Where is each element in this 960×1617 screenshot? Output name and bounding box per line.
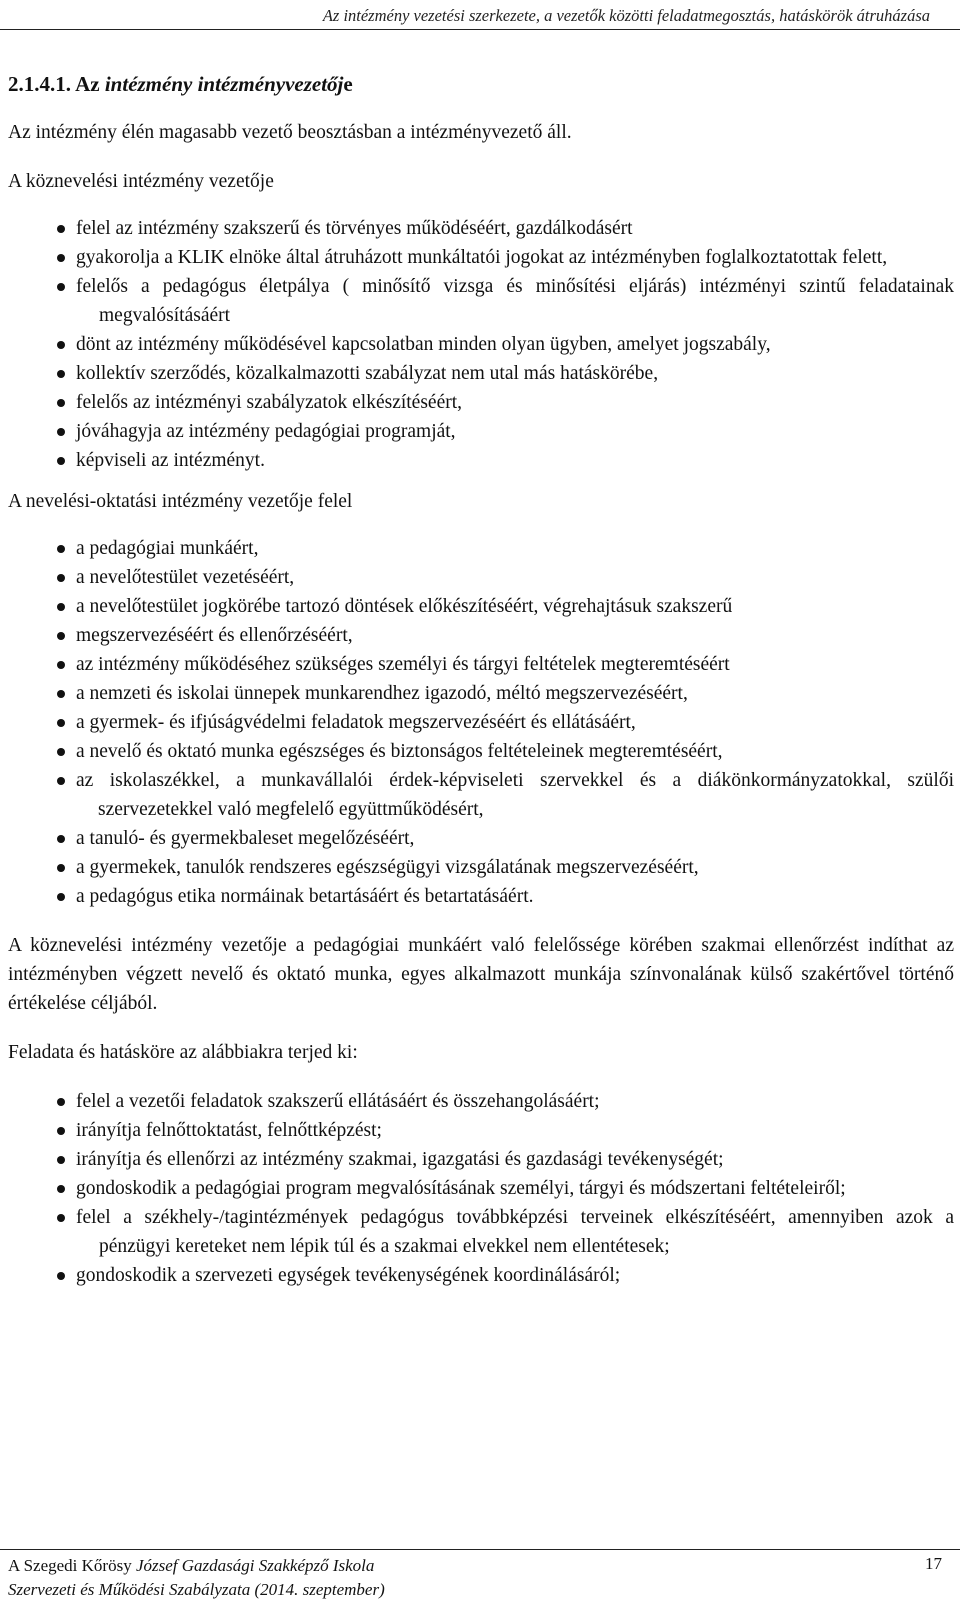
bullet-icon — [57, 1098, 65, 1106]
list-item: irányítja és ellenőrzi az intézmény szakmai, igazgatási és gazdasági tevékenységét; — [8, 1145, 954, 1174]
list-item: a nevelőtestület vezetéséért, — [8, 563, 954, 592]
list-item: a nevelőtestület jogkörébe tartozó döntések előkészítéséért, végrehajtásuk szakszerű — [8, 592, 954, 621]
paragraph-vezeto: A köznevelési intézmény vezetője — [8, 171, 274, 192]
paragraph-nevelesi: A nevelési-oktatási intézmény vezetője felel — [8, 491, 353, 512]
bullet-icon — [57, 1127, 65, 1135]
list-item: jóváhagyja az intézmény pedagógiai programját, — [8, 417, 954, 446]
list-item: kollektív szerződés, közalkalmazotti szabályzat nem utal más hatáskörébe, — [8, 359, 954, 388]
running-header: Az intézmény vezetési szerkezete, a vezetők közötti feladatmegosztás, hatáskörök átruházása — [322, 6, 930, 25]
list-item: a pedagógus etika normáinak betartásáért és betartatásáért. — [8, 882, 954, 911]
bullet-icon — [57, 893, 65, 901]
bullet-icon — [57, 1156, 65, 1164]
bullet-icon — [57, 690, 65, 698]
bullet-icon — [57, 719, 65, 727]
responsibilities-list — [8, 534, 954, 911]
list-item: felel a székhely-/tagintézmények pedagógus továbbképzési terveinek elkészítéséért, amennyiben azok a pénzügyi kereteket nem lépik túl és a szakmai elvekkel nem ellentétesek; — [8, 1203, 954, 1261]
bullet-icon — [57, 1185, 65, 1193]
list-item: képviseli az intézményt. — [8, 446, 954, 475]
bullet-icon — [57, 370, 65, 378]
bullet-icon — [57, 254, 65, 262]
section-title-tail: e — [343, 72, 353, 96]
list-item: felel a vezetői feladatok szakszerű ellátásáért és összehangolásáért; — [8, 1087, 954, 1116]
list-item: a gyermek- és ifjúságvédelmi feladatok megszervezéséért és ellátásáért, — [8, 708, 954, 737]
list-item: az intézmény működéséhez szükséges személyi és tárgyi feltételek megteremtéséért — [8, 650, 954, 679]
section-heading — [8, 70, 954, 98]
list-item: a nemzeti és iskolai ünnepek munkarendhez igazodó, méltó megszervezéséért, — [8, 679, 954, 708]
list-item: felelős az intézményi szabályzatok elkészítéséért, — [8, 388, 954, 417]
page-number: 17 — [925, 1554, 942, 1573]
bullet-icon — [57, 603, 65, 611]
section-title-italic: intézmény intézményvezetőj — [104, 72, 344, 96]
list-item: gondoskodik a szervezeti egységek tevékenységének koordinálásáról; — [8, 1261, 954, 1290]
list-item: felel az intézmény szakszerű és törvényes működéséért, gazdálkodásért — [8, 214, 954, 243]
bullet-icon — [57, 341, 65, 349]
page-content — [8, 70, 954, 1290]
list-item: dönt az intézmény működésével kapcsolatban minden olyan ügyben, amelyet jogszabály, — [8, 330, 954, 359]
footer-divider — [0, 1549, 960, 1550]
list-item: gondoskodik a pedagógiai program megvalósításának személyi, tárgyi és módszertani feltételeiről; — [8, 1174, 954, 1203]
bullet-icon — [57, 1272, 65, 1280]
bullet-icon — [57, 632, 65, 640]
list-item: gyakorolja a KLIK elnöke által átruházott munkáltatói jogokat az intézményben foglalkoztatottak felett, — [8, 243, 954, 272]
bullet-icon — [57, 399, 65, 407]
section-number: 2.1.4.1. — [8, 72, 71, 96]
paragraph-ellenorzes: A köznevelési intézmény vezetője a pedagógiai munkáért való felelőssége körében szakmai ellenőrzést indíthat az intézményben végzett nevelő és oktató munka, egyes alkalmazott munkája színvonalának külső szakértővel történő értékelése céljából. — [8, 935, 954, 1014]
bullet-icon — [57, 777, 65, 785]
list-item: a gyermekek, tanulók rendszeres egészségügyi vizsgálatának megszervezéséért, — [8, 853, 954, 882]
bullet-icon — [57, 1214, 65, 1222]
tasks-list — [8, 1087, 954, 1290]
bullet-icon — [57, 428, 65, 436]
bullet-icon — [57, 864, 65, 872]
footer-institution: A Szegedi Kőrösy József Gazdasági Szakképző Iskola Szervezeti és Működési Szabályzata (2014. szeptember) — [8, 1556, 385, 1599]
bullet-icon — [57, 225, 65, 233]
list-item: az iskolaszékkel, a munkavállalói érdek-képviseleti szervekkel és a diákönkormányzatokkal, szülői szervezetekkel való megfelelő együttműködésért, — [8, 766, 954, 824]
paragraph-feladata: Feladata és hatásköre az alábbiakra terjed ki: — [8, 1042, 358, 1063]
bullet-icon — [57, 545, 65, 553]
list-item: felelős a pedagógus életpálya ( minősítő vizsga és minősítési eljárás) intézményi szintű feladatainak megvalósításáért — [8, 272, 954, 330]
list-item: a tanuló- és gyermekbaleset megelőzéséért, — [8, 824, 954, 853]
bullet-icon — [57, 283, 65, 291]
list-item: irányítja felnőttoktatást, felnőttképzést; — [8, 1116, 954, 1145]
list-item: a nevelő és oktató munka egészséges és biztonságos feltételeinek megteremtéséért, — [8, 737, 954, 766]
list-item: a pedagógiai munkáért, — [8, 534, 954, 563]
bullet-icon — [57, 574, 65, 582]
duties-list — [8, 214, 954, 475]
paragraph-intro: Az intézmény élén magasabb vezető beosztásban a intézményvezető áll. — [8, 122, 572, 143]
list-item: megszervezéséért és ellenőrzéséért, — [8, 621, 954, 650]
bullet-icon — [57, 748, 65, 756]
bullet-icon — [57, 457, 65, 465]
bullet-icon — [57, 835, 65, 843]
section-title-plain: Az — [75, 72, 105, 96]
bullet-icon — [57, 661, 65, 669]
header-divider — [0, 29, 960, 30]
